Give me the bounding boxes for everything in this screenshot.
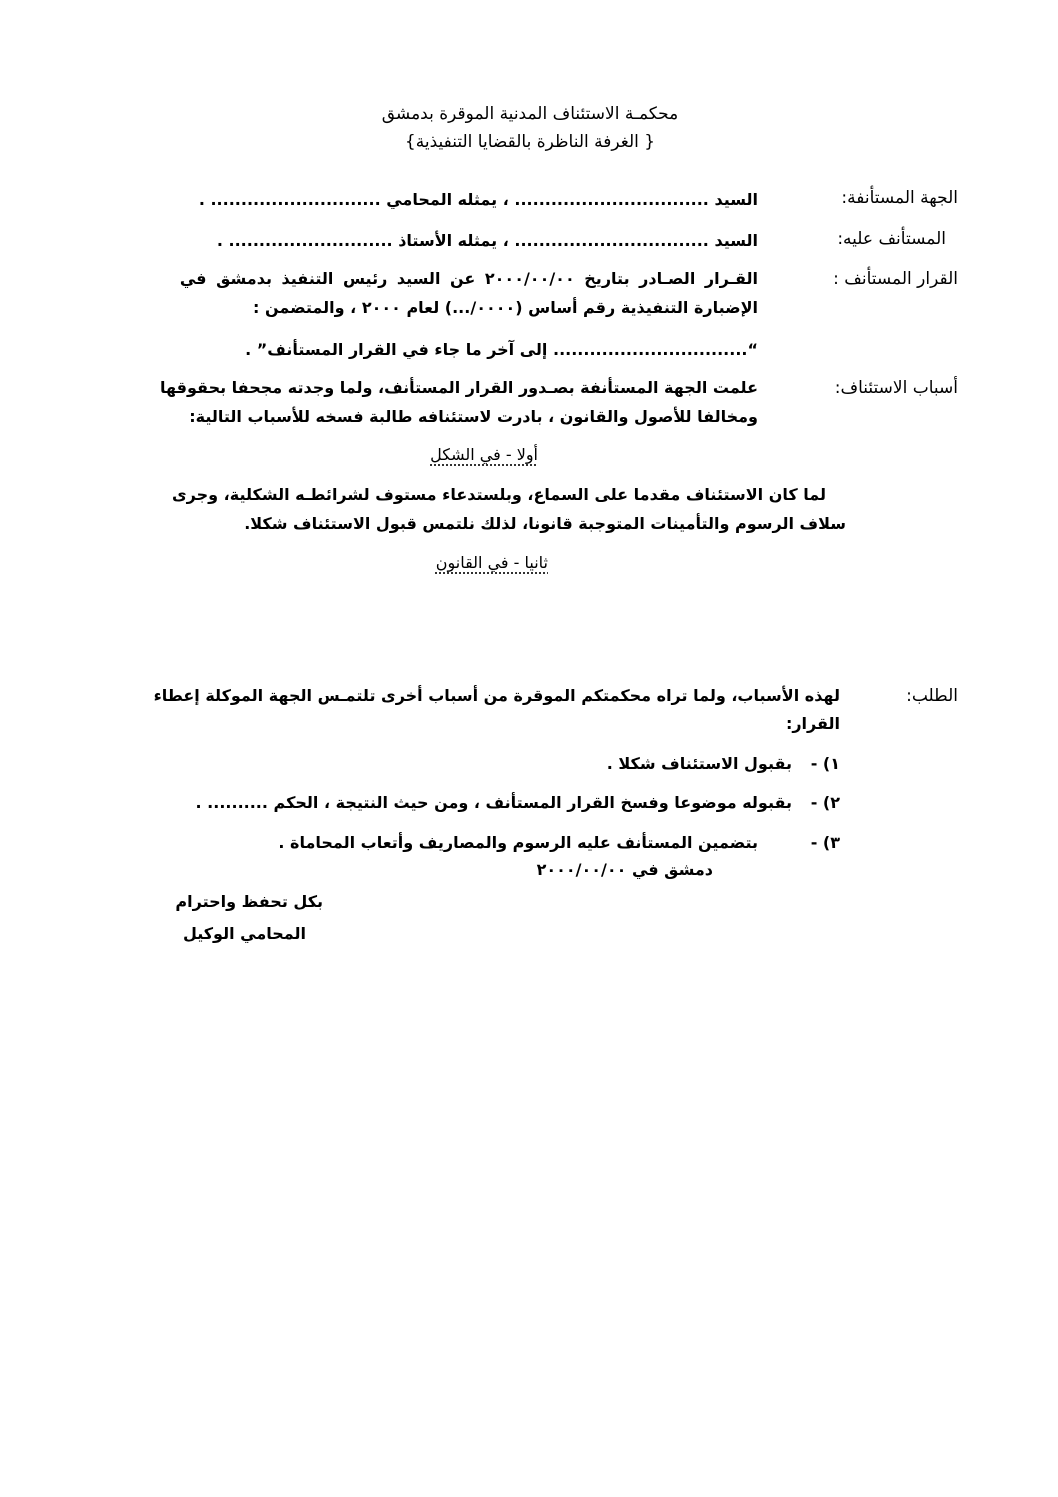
- form-section-heading: أولا - في الشكل: [430, 445, 538, 464]
- form-section-line-1: لما كان الاستئناف مقدما على السماع، وبلستدعاء مستوف لشرائطـه الشكلية، وجرى: [172, 485, 826, 504]
- court-title: محكمـة الاستئناف المدنية الموقرة بدمشق: [381, 104, 679, 124]
- request-line-2: القرار:: [785, 714, 840, 733]
- signature-line: المحامي الوكيل: [182, 924, 306, 943]
- request-line-1: لهذه الأسباب، ولما تراه محكمتكم الموقرة من أسباب أخرى تلتمـس الجهة الموكلة إعطاء: [153, 686, 840, 705]
- decision-quote: “................................ إلى آخر ما جاء في القرار المستأنف” .: [245, 340, 758, 359]
- request-item-3-text: بتضمين المستأنف عليه الرسوم والمصاريف وأتعاب المحاماة .: [278, 833, 758, 852]
- place-date: دمشق في ٢٠٠٠/٠٠/٠٠: [536, 860, 713, 879]
- request-item-3-number: ٣) -: [810, 833, 840, 852]
- form-section-line-2: سلاف الرسوم والتأمينات المتوجبة قانونا، لذلك نلتمس قبول الاستئناف شكلا.: [244, 514, 846, 533]
- chamber-title: { الغرفة الناظرة بالقضايا التنفيذية}: [404, 132, 656, 152]
- decision-line-2: الإضبارة التنفيذية رقم أساس (٠٠٠٠/...) لعام ٢٠٠٠ ، والمتضمن :: [253, 298, 758, 317]
- respondent-label: المستأنف عليه:: [837, 229, 946, 249]
- request-item-1-number: ١) -: [810, 754, 840, 773]
- reasons-label: أسباب الاستئناف:: [834, 378, 958, 398]
- law-section-heading: ثانيا - في القانون: [435, 553, 548, 572]
- regards-line: بكل تحفظ واحترام: [175, 892, 323, 911]
- request-item-1-text: بقبول الاستئناف شكلا .: [606, 754, 792, 773]
- decision-line-1: القـرار الصـادر بتاريخ ٢٠٠٠/٠٠/٠٠ عن السيد رئيس التنفيذ بدمشق في: [179, 269, 758, 288]
- decision-label: القرار المستأنف :: [833, 269, 958, 289]
- request-item-2-number: ٢) -: [810, 793, 840, 812]
- respondent-text: السيد ................................ ، يمثله الأستاذ ........................... .: [216, 231, 758, 250]
- appellant-text: السيد ................................ ، يمثله المحامي ............................ .: [198, 190, 758, 209]
- reasons-line-2: ومخالفا للأصول والقانون ، بادرت لاستئنافه طالبة فسخه للأسباب التالية:: [189, 407, 758, 426]
- request-label: الطلب:: [906, 686, 958, 706]
- reasons-line-1: علمت الجهة المستأنفة بصـدور القرار المستأنف، ولما وجدته مجحفا بحقوقها: [159, 378, 758, 397]
- request-item-2-text: بقبوله موضوعا وفسخ القرار المستأنف ، ومن حيث النتيجة ، الحكم .......... .: [195, 793, 792, 812]
- appellant-label: الجهة المستأنفة:: [841, 188, 958, 208]
